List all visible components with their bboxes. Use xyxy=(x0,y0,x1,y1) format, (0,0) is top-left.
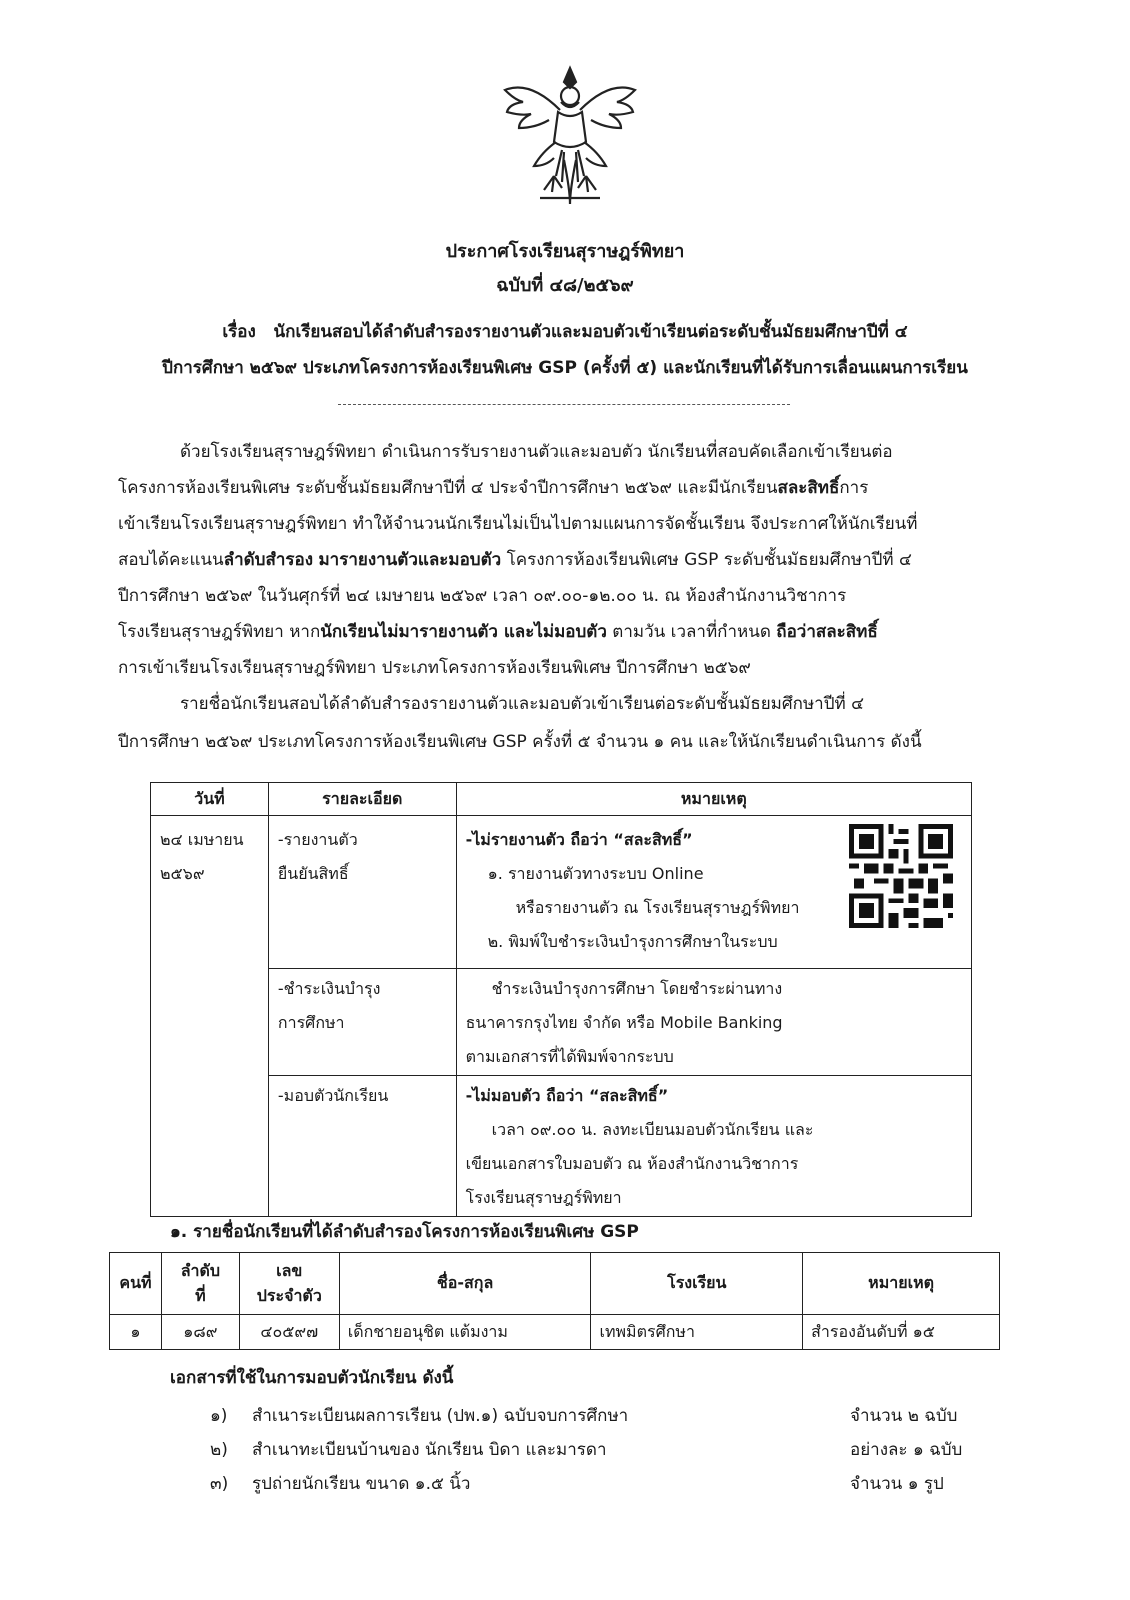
note-line: หรือรายงานตัว ณ โรงเรียนสุราษฎร์พิทยา xyxy=(515,898,800,917)
note-cell xyxy=(456,969,971,1076)
table-row xyxy=(110,1315,1000,1350)
header-rank-line: ลำดับ xyxy=(180,1260,221,1280)
detail-line: การศึกษา xyxy=(277,1013,345,1032)
header-id-line: เลข xyxy=(276,1260,303,1280)
note-line: ชำระเงินบำรุงการศึกษา โดยชำระผ่านทาง xyxy=(491,979,783,998)
subject-line-2: ปีการศึกษา ๒๕๖๙ ประเภทโครงการห้องเรียนพิเศษ GSP (ครั้งที่ ๕) และนักเรียนที่ได้รับการเลื่อนแผนการเรียน xyxy=(162,358,968,378)
header-remark: หมายเหตุ xyxy=(803,1253,1000,1315)
note-title: -ไม่มอบตัว ถือว่า “สละสิทธิ์” xyxy=(465,1086,669,1105)
body-text-bold: สละสิทธิ์ xyxy=(777,478,840,498)
body-text: โครงการห้องเรียนพิเศษ GSP ระดับชั้นมัธยมศึกษาปีที่ ๔ xyxy=(501,550,912,570)
header-note: หมายเหตุ xyxy=(456,783,971,816)
note-line: ตามเอกสารที่ได้พิมพ์จากระบบ xyxy=(465,1047,674,1066)
list-item xyxy=(210,1402,990,1436)
table-header-row xyxy=(151,783,972,816)
cell-remark: สำรองอันดับที่ ๑๕ xyxy=(803,1315,1000,1350)
detail-line: -รายงานตัว xyxy=(277,830,358,849)
doc-number: ๑) xyxy=(210,1406,228,1426)
note-cell xyxy=(456,1076,971,1217)
body-text: ตามวัน เวลาที่กำหนด xyxy=(606,622,777,642)
body-text-bold: ถือว่าสละสิทธิ์ xyxy=(776,622,878,642)
body-line xyxy=(118,474,1012,501)
doc-number: ๓) xyxy=(210,1474,229,1494)
cell-rank: ๑๘๙ xyxy=(161,1315,239,1350)
date-line: ๒๔ เมษายน xyxy=(160,830,244,849)
subject-label: เรื่อง xyxy=(222,322,256,342)
qr-code-icon[interactable] xyxy=(849,824,953,928)
cell-no: ๑ xyxy=(110,1315,162,1350)
note-line: เขียนเอกสารใบมอบตัว ณ ห้องสำนักงานวิชาการ xyxy=(465,1154,799,1173)
body-line xyxy=(118,618,1012,645)
student-table xyxy=(109,1252,1000,1350)
detail-cell xyxy=(268,969,456,1076)
header-detail: รายละเอียด xyxy=(268,783,456,816)
doc-text: สำเนาทะเบียนบ้านของ นักเรียน บิดา และมารดา xyxy=(252,1440,607,1460)
note-line: ๑. รายงานตัวทางระบบ Online xyxy=(487,864,704,883)
doc-quantity: จำนวน ๑ รูป xyxy=(850,1474,944,1494)
doc-quantity: จำนวน ๒ ฉบับ xyxy=(850,1406,958,1426)
body-text: โรงเรียนสุราษฎร์พิทยา หาก xyxy=(118,622,321,642)
section-title-student-list: ๑. รายชื่อนักเรียนที่ได้ลำดับสำรองโครงการห้องเรียนพิเศษ GSP xyxy=(170,1222,639,1242)
cell-id: ๔๐๕๙๗ xyxy=(239,1315,339,1350)
note-cell xyxy=(456,816,971,969)
detail-cell xyxy=(268,816,456,969)
header-id xyxy=(239,1253,339,1315)
table-header-row xyxy=(110,1253,1000,1315)
table-row xyxy=(151,816,972,969)
body-text: สอบได้คะแนน xyxy=(118,550,224,570)
doc-text: รูปถ่ายนักเรียน ขนาด ๑.๕ นิ้ว xyxy=(252,1474,471,1494)
body-text: การ xyxy=(839,478,869,498)
note-line: ธนาคารกรุงไทย จำกัด หรือ Mobile Banking xyxy=(465,1013,783,1032)
garuda-emblem xyxy=(500,60,640,210)
header-rank-line: ที่ xyxy=(195,1285,206,1305)
header-date: วันที่ xyxy=(151,783,269,816)
body-line: ปีการศึกษา ๒๕๖๙ ประเภทโครงการห้องเรียนพิเศษ GSP ครั้งที่ ๕ จำนวน ๑ คน และให้นักเรียนดำเนินการ ดังนี้ xyxy=(118,732,922,752)
header-rank xyxy=(161,1253,239,1315)
detail-line: ยืนยันสิทธิ์ xyxy=(277,864,349,883)
header-id-line: ประจำตัว xyxy=(256,1285,322,1305)
detail-cell xyxy=(268,1076,456,1217)
doc-quantity: อย่างละ ๑ ฉบับ xyxy=(850,1440,963,1460)
note-title: -ไม่รายงานตัว ถือว่า “สละสิทธิ์” xyxy=(465,830,693,849)
body-text-bold: นักเรียนไม่มารายงานตัว และไม่มอบตัว xyxy=(320,622,607,642)
body-line: ด้วยโรงเรียนสุราษฎร์พิทยา ดำเนินการรับรายงานตัวและมอบตัว นักเรียนที่สอบคัดเลือกเข้าเรียนต่อ xyxy=(180,442,893,462)
detail-line: -ชำระเงินบำรุง xyxy=(277,979,381,998)
detail-line: -มอบตัวนักเรียน xyxy=(277,1086,389,1105)
list-item xyxy=(210,1470,990,1504)
doc-number: ๒) xyxy=(210,1440,228,1460)
body-line xyxy=(118,546,1012,573)
announcement-number: ฉบับที่ ๔๘/๒๕๖๙ xyxy=(496,275,634,296)
note-line: ๒. พิมพ์ใบชำระเงินบำรุงการศึกษาในระบบ xyxy=(487,932,778,951)
subject-text-1: นักเรียนสอบได้ลำดับสำรองรายงานตัวและมอบตัวเข้าเรียนต่อระดับชั้นมัธยมศึกษาปีที่ ๔ xyxy=(273,322,908,342)
header-no: คนที่ xyxy=(110,1253,162,1315)
schedule-table xyxy=(150,782,972,1217)
note-line: โรงเรียนสุราษฎร์พิทยา xyxy=(465,1188,622,1207)
date-cell xyxy=(151,816,269,1217)
body-line: ปีการศึกษา ๒๕๖๙ ในวันศุกร์ที่ ๒๔ เมษายน ๒๕๖๙ เวลา ๐๙.๐๐-๑๒.๐๐ น. ณ ห้องสำนักงานวิชาการ xyxy=(118,586,847,606)
divider-dashed xyxy=(338,404,790,405)
note-line: เวลา ๐๙.๐๐ น. ลงทะเบียนมอบตัวนักเรียน และ xyxy=(491,1120,814,1139)
announcement-title: ประกาศโรงเรียนสุราษฎร์พิทยา xyxy=(445,241,685,262)
cell-school: เทพมิตรศึกษา xyxy=(591,1315,803,1350)
body-text-bold: ลำดับสำรอง xyxy=(223,550,314,570)
date-line: ๒๕๖๙ xyxy=(160,864,205,883)
body-line: การเข้าเรียนโรงเรียนสุราษฎร์พิทยา ประเภทโครงการห้องเรียนพิเศษ ปีการศึกษา ๒๕๖๙ xyxy=(118,658,751,678)
list-item xyxy=(210,1436,990,1470)
body-line: รายชื่อนักเรียนสอบได้ลำดับสำรองรายงานตัวและมอบตัวเข้าเรียนต่อระดับชั้นมัธยมศึกษาปีที่ ๔ xyxy=(180,694,864,714)
table-row xyxy=(151,969,972,1076)
cell-name: เด็กชายอนุชิต แต้มงาม xyxy=(339,1315,591,1350)
header-school: โรงเรียน xyxy=(591,1253,803,1315)
body-text: โครงการห้องเรียนพิเศษ ระดับชั้นมัธยมศึกษาปีที่ ๔ ประจำปีการศึกษา ๒๕๖๙ และมีนักเรียน xyxy=(118,478,778,498)
subject-line-1 xyxy=(0,318,1130,345)
doc-text: สำเนาระเบียนผลการเรียน (ปพ.๑) ฉบับจบการศึกษา xyxy=(252,1406,629,1426)
header-name: ชื่อ-สกุล xyxy=(339,1253,591,1315)
body-text-bold: มารายงานตัวและมอบตัว xyxy=(318,550,502,570)
documents-title: เอกสารที่ใช้ในการมอบตัวนักเรียน ดังนี้ xyxy=(170,1368,454,1388)
table-row xyxy=(151,1076,972,1217)
body-line: เข้าเรียนโรงเรียนสุราษฎร์พิทยา ทำให้จำนวนนักเรียนไม่เป็นไปตามแผนการจัดชั้นเรียน จึงประกาศให้นักเรียนที่ xyxy=(118,514,918,534)
